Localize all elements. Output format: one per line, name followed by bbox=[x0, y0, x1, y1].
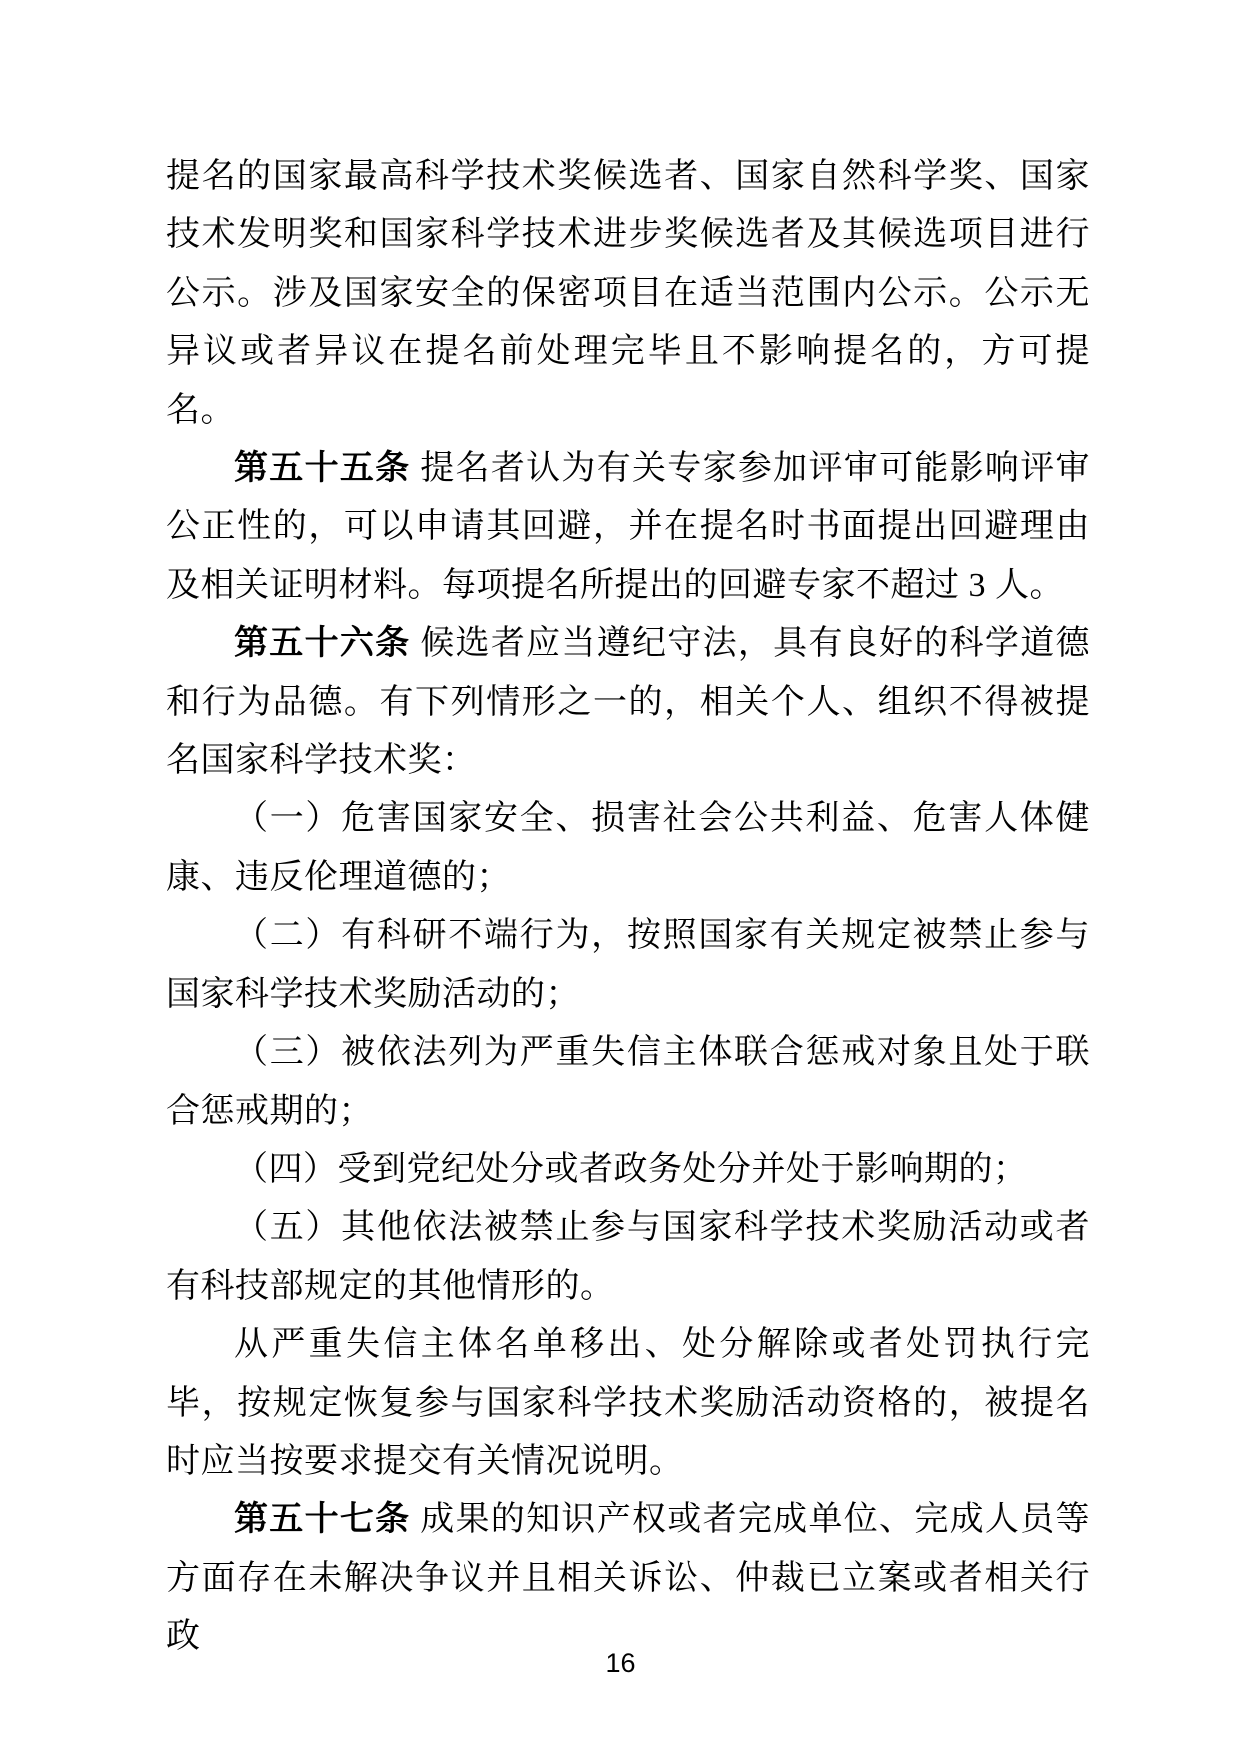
paragraph: （二）有科研不端行为，按照国家有关规定被禁止参与国家科学技术奖励活动的； bbox=[166, 917, 1090, 1013]
paragraph: （一）危害国家安全、损害社会公共利益、危害人体健康、违反伦理道德的； bbox=[166, 800, 1090, 896]
paragraph: （三）被依法列为严重失信主体联合惩戒对象且处于联合惩戒期的； bbox=[166, 1034, 1090, 1130]
paragraph: 从严重失信主体名单移出、处分解除或者处罚执行完毕，按规定恢复参与国家科学技术奖励活动资格的，被提名时应当按要求提交有关情况说明。 bbox=[166, 1326, 1090, 1480]
paragraph: （四）受到党纪处分或者政务处分并处于影响期的； bbox=[234, 1150, 1028, 1188]
paragraph: （五）其他依法被禁止参与国家科学技术奖励活动或者有科技部规定的其他情形的。 bbox=[166, 1209, 1090, 1305]
article-number: 第五十六条 bbox=[234, 625, 411, 663]
page-number: 16 bbox=[605, 1648, 636, 1678]
paragraph: 第五十六条 候选者应当遵纪守法，具有良好的科学道德和行为品德。有下列情形之一的，相关个人、组织不得被提名国家科学技术奖： bbox=[166, 625, 1091, 780]
article-number: 第五十七条 bbox=[234, 1501, 411, 1539]
paragraph: 提名的国家最高科学技术奖候选者、国家自然科学奖、国家技术发明奖和国家科学技术进步奖候选者及其候选项目进行公示。涉及国家安全的保密项目在适当范围内公示。公示无异议或者异议在提名前处理完毕且不影响提名的，方可提名。 bbox=[166, 158, 1090, 429]
article-number: 第五十五条 bbox=[234, 450, 411, 488]
paragraph: 第五十五条 提名者认为有关专家参加评审可能影响评审公正性的，可以申请其回避，并在提名时书面提出回避理由及相关证明材料。每项提名所提出的回避专家不超过 3 人。 bbox=[166, 450, 1091, 604]
document-body bbox=[166, 148, 1090, 1667]
paragraph: 第五十七条 成果的知识产权或者完成单位、完成人员等方面存在未解决争议并且相关诉讼、仲裁已立案或者相关行政 bbox=[166, 1501, 1091, 1656]
